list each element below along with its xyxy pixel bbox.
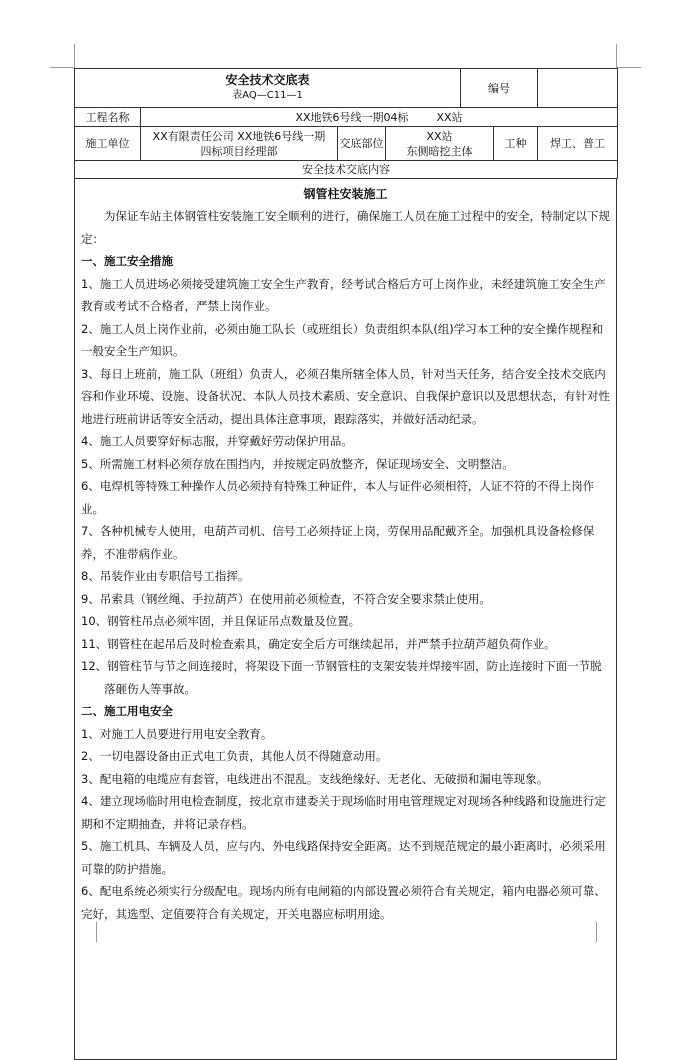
content-area xyxy=(74,179,617,1060)
section2-item: 1、对施工人员要进行用电安全教育。 xyxy=(81,726,273,741)
section1-item: 4、施工人员要穿好标志服，并穿戴好劳动保护用品。 xyxy=(81,434,353,448)
section1-item: 1、施工人员进场必须接受建筑施工安全生产教育，经考试合格后方可上岗作业，未经建筑施工安全生产教育或考试不合格者，严禁上岗作业。 xyxy=(81,276,606,313)
unit-value-line1: XX有限责任公司 XX地铁6号线一期 xyxy=(152,129,326,143)
unit-label: 施工单位 xyxy=(75,127,141,161)
form-title-cell xyxy=(75,69,461,108)
section1-item: 8、吊装作业由专职信号工指挥。 xyxy=(81,569,250,583)
unit-value xyxy=(141,127,338,161)
section1-title: 一、施工安全措施 xyxy=(81,254,173,268)
section1-item: 9、吊索具（钢丝绳、手拉葫芦）在使用前必须检查，不符合安全要求禁止使用。 xyxy=(81,591,491,606)
form-header-table xyxy=(74,68,618,179)
project-value: XX地铁6号线一期04标 XX站 xyxy=(141,108,618,127)
crop-mark-top-right-h xyxy=(617,67,641,68)
section1-item: 11、钢管柱在起吊后及时检查索具，确定安全后方可继续起吊，并严禁手拉葫芦超负荷作业。 xyxy=(81,636,556,651)
section1-item: 10、钢管柱吊点必须牢固，并且保证吊点数量及位置。 xyxy=(81,614,361,628)
unit-value-line2: 四标项目经理部 xyxy=(200,144,278,158)
section2-item: 3、配电箱的电缆应有套管，电线进出不混乱。支线绝缘好、无老化、无破损和漏电等现象。 xyxy=(81,771,549,786)
section1-item: 7、各种机械专人使用，电葫芦司机、信号工必须持证上岗，劳保用品配戴齐全。加强机具设备检修保养，不准带病作业。 xyxy=(81,524,595,561)
content-title: 钢管柱安装施工 xyxy=(303,187,388,201)
section2-item: 2、一切电器设备由正式电工负责，其他人员不得随意动用。 xyxy=(81,749,388,763)
crop-mark-top-left-v xyxy=(74,44,75,68)
part-label: 交底部位 xyxy=(338,127,386,161)
section2-title: 二、施工用电安全 xyxy=(81,704,173,718)
trade-value: 焊工、普工 xyxy=(538,127,618,161)
section1-item: 5、所需施工材料必须存放在围挡内，并按规定码放整齐，保证现场安全、文明整洁。 xyxy=(81,456,514,471)
intro-paragraph: 为保证车站主体钢管柱安装施工安全顺利的进行，确保施工人员在施工过程中的安全，特制定以下规定： xyxy=(81,209,610,246)
part-value-line2: 东侧暗挖主体 xyxy=(406,144,473,158)
form-code: 表AQ—C11—1 xyxy=(232,90,303,101)
crop-mark-top-right-v xyxy=(616,44,617,68)
section2-item: 5、施工机具、车辆及人员，应与内、外电线路保持安全距离。达不到规范规定的最小距离时，必须采用可靠的防护措施。 xyxy=(81,839,606,876)
safety-disclosure-form xyxy=(74,68,617,1060)
crop-mark-top-left-h xyxy=(50,67,74,68)
section1-item-12: 12、钢管柱节与节之间连接时，将架设下面一节钢管柱的支架安装并焊接牢固，防止连接时下面一节脱落砸伤人等事故。 xyxy=(81,659,602,696)
project-label: 工程名称 xyxy=(75,108,141,127)
form-title: 安全技术交底表 xyxy=(225,73,310,87)
part-value xyxy=(386,127,494,161)
section1-item: 2、施工人员上岗作业前，必须由施工队长（或班组长）负责组织本队(组)学习本工种的安全操作规程和一般安全生产知识。 xyxy=(81,321,604,358)
part-value-line1: XX站 xyxy=(426,129,453,143)
trade-label: 工种 xyxy=(494,127,538,161)
number-label: 编号 xyxy=(461,69,538,108)
section2-item: 6、配电系统必须实行分级配电。现场内所有电闸箱的内部设置必须符合有关规定，箱内电器必须可靠、完好，其选型、定值要符合有关规定，开关电器应标明用途。 xyxy=(81,884,606,921)
content-label: 安全技术交底内容 xyxy=(75,161,618,179)
section1-item: 3、每日上班前，施工队（班组）负责人，必须召集所辖全体人员，针对当天任务，结合安全技术交底内容和作业环境、设施、设备状况、本队人员技术素质、安全意识、自我保护意识以及思想状态，有针对性地进行班前讲话等安全活动，提出具体注意事项，跟踪落实，并做好活动纪录。 xyxy=(81,366,610,426)
section2-item: 4、建立现场临时用电检查制度，按北京市建委关于现场临时用电管理规定对现场各种线路和设施进行定期和不定期抽查，并将记录存档。 xyxy=(81,794,606,831)
number-value xyxy=(538,69,618,108)
section1-item: 6、电焊机等特殊工种操作人员必须持有特殊工种证件，本人与证件必须相符，人证不符的不得上岗作业。 xyxy=(81,479,595,516)
